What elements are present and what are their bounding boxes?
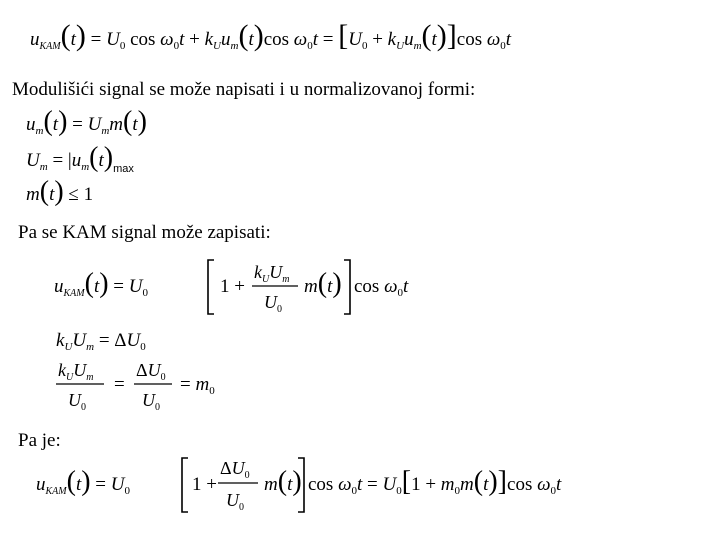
svg-text:U0: $U_0$ (142, 390, 160, 413)
svg-text:Um = |um(t)max: $U_m = |u_m(t)_{max}$ (26, 142, 134, 175)
svg-text:U0: $U_0$ (264, 292, 282, 315)
equation-kam-final (36, 452, 562, 518)
svg-text:uKAM(t) = U0: $u_{KAM}(t) = U_0$ (54, 268, 148, 299)
svg-text:m(t): m(t) (264, 466, 302, 497)
svg-text:uKAM(t) = U0: $u_{KAM}(t) = U_0$ (36, 466, 130, 497)
svg-text:=: = (114, 374, 125, 395)
equation-modulation-index (56, 356, 256, 416)
svg-text:m(t): m(t) (304, 268, 342, 299)
svg-text:U0: $U_0$ (68, 390, 86, 413)
equation-um-max (26, 142, 196, 176)
svg-text:ΔU0: $\Delta U_0$ (220, 458, 250, 481)
svg-text:1 +: 1 + (220, 276, 245, 297)
equation-um-normalized (26, 106, 186, 140)
svg-text:uKAM(t) = U0 cos ω0t + kUum(t): $u_{KAM}(t) = U_0$ $\cos \omega_0t + k_Uu_m(t)\cos$ $\omega_0t = [U_0 + k_Uu_m(t)]\cos$ $\omega_0t$ (30, 19, 512, 52)
paragraph-result: Pa je: (18, 430, 61, 451)
equation-kam-expanded (30, 18, 560, 58)
svg-text:cos ω0t: $\cos \omega_0t$ (354, 276, 409, 299)
svg-text:U0: $U_0$ (226, 490, 244, 513)
svg-text:kUUm = ΔU0: $k_UU_m = \Delta U_0$ (56, 330, 146, 353)
svg-text:ΔU0: $\Delta U_0$ (136, 360, 166, 383)
paragraph-normalized-form: Modulišići signal se može napisati i u normalizovanoj formi: (12, 79, 476, 100)
svg-text:= m0: = $m_0$ (180, 374, 215, 397)
paragraph-kam-form: Pa se KAM signal može zapisati: (18, 222, 271, 243)
svg-text:kUUm: $k_UU_m$ (58, 360, 94, 383)
svg-text:cos ω0t = U0[1 + m0m(t)]cos ω0: $\cos \omega_0t = U_0[1 + m_0m(t)]\cos$ $\omega_0t$ (308, 466, 562, 497)
svg-text:1 +: 1 + (192, 474, 217, 495)
equation-delta-u0 (56, 326, 226, 354)
equation-kam-normalized (54, 254, 409, 320)
svg-text:kUUm: $k_UU_m$ (254, 262, 290, 285)
equation-m-bound (26, 176, 136, 210)
svg-text:m(t) ≤ 1: m(t) ≤ 1 (26, 176, 94, 207)
svg-text:um(t) = Umm(t): $u_m(t) = U_mm(t)$ (26, 106, 147, 137)
